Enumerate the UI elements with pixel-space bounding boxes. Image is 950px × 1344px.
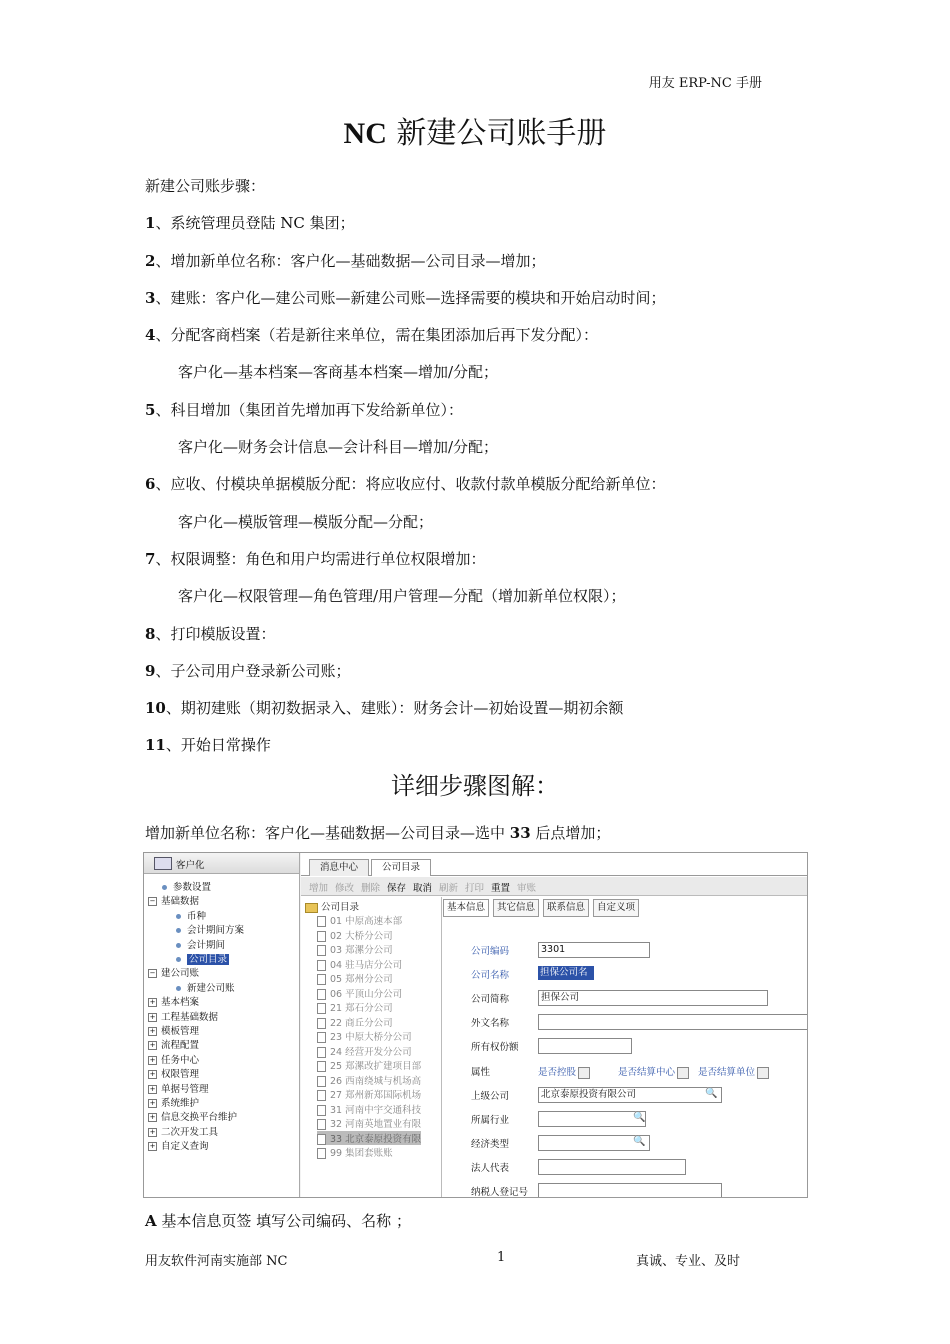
- step-text: 、权限调整：角色和用户均需进行单位权限增加：: [155, 549, 486, 568]
- document-icon: [317, 989, 326, 1000]
- field-label: 属性: [471, 1067, 491, 1078]
- company-item[interactable]: [317, 1044, 412, 1058]
- document-icon: [317, 1003, 326, 1014]
- tree-label: 币种: [187, 910, 207, 922]
- step-text: 、分配客商档案（若是新往来单位，需在集团添加后再下发分配）：: [155, 326, 598, 345]
- tree-label: 信息交换平台维护: [161, 1112, 238, 1124]
- nc-screenshot: [143, 852, 808, 1198]
- expand-icon[interactable]: +: [149, 1142, 156, 1151]
- company-label: 22 商丘分公司: [330, 1017, 393, 1029]
- tree-item[interactable]: [148, 965, 199, 979]
- tree-label: 系统维护: [161, 1098, 200, 1109]
- tree-label: 新建公司账: [187, 982, 235, 994]
- toolbar-button[interactable]: 取消: [413, 883, 433, 894]
- company-root[interactable]: [305, 899, 359, 913]
- company-label: 99 集团套账账: [330, 1148, 393, 1159]
- step-item: [145, 213, 785, 250]
- panel-header: [144, 853, 299, 874]
- document-icon: [317, 1090, 326, 1101]
- node-icon: [176, 943, 181, 948]
- document-icon: [317, 1032, 326, 1043]
- company-label: 23 中原大桥分公司: [330, 1032, 412, 1043]
- input-field[interactable]: 3301: [538, 942, 650, 958]
- toolbar-button[interactable]: 重置: [491, 883, 511, 894]
- step-number: 7: [145, 549, 156, 568]
- page-header: 用友 ERP-NC 手册: [648, 76, 762, 91]
- document-icon: [317, 1061, 326, 1072]
- checkbox-label: 是否结算中心: [618, 1067, 676, 1078]
- figure-caption: 增加新单位名称：客户化—基础数据—公司目录—选中 33 后点增加；: [145, 824, 611, 842]
- tree-item[interactable]: [176, 937, 225, 951]
- field-label: 外文名称: [471, 1018, 510, 1029]
- company-item[interactable]: [317, 971, 393, 985]
- tree-item[interactable]: [176, 951, 229, 965]
- section-title: 详细步骤图解：: [391, 772, 559, 800]
- tree-item[interactable]: [148, 994, 199, 1008]
- node-icon: [176, 928, 181, 933]
- tree-item[interactable]: [176, 908, 206, 922]
- tree-label: 参数设置: [173, 882, 212, 893]
- form-tab[interactable]: 其它信息: [493, 899, 539, 917]
- step-text: 、打印模版设置：: [155, 624, 276, 643]
- step-text: 、子公司用户登录新公司账；: [155, 661, 351, 680]
- company-item[interactable]: [317, 1058, 421, 1072]
- page-title: NC 新建公司账手册: [343, 116, 607, 151]
- document-icon: [317, 1134, 326, 1145]
- company-item[interactable]: [317, 913, 402, 927]
- attribute-checkbox[interactable]: [618, 1064, 689, 1079]
- company-label: 25 郑漯改扩建项目部: [330, 1061, 422, 1072]
- tree-item[interactable]: [148, 1023, 199, 1037]
- form-tab[interactable]: 基本信息: [443, 899, 489, 917]
- tree-label: 工程基础数据: [161, 1011, 219, 1023]
- field-label: 上级公司: [471, 1091, 510, 1102]
- step-number: 8: [145, 624, 156, 643]
- form-tab[interactable]: 联系信息: [543, 899, 589, 917]
- company-name-field[interactable]: 担保公司名: [538, 966, 594, 980]
- note: A 基本信息页签 填写公司编码、名称 ；: [145, 1212, 411, 1230]
- company-item[interactable]: [317, 986, 402, 1000]
- node-icon: [176, 957, 181, 962]
- tree-label: 二次开发工具: [161, 1126, 219, 1138]
- attribute-checkbox[interactable]: [698, 1064, 769, 1079]
- step-number: 1: [145, 214, 156, 233]
- tree-item[interactable]: [148, 893, 199, 907]
- page-number: 1: [497, 1250, 506, 1265]
- step-text: 、应收、付模块单据模版分配：将应收应付、收款付款单模版分配给新单位：: [155, 475, 666, 494]
- document-icon: [317, 931, 326, 942]
- company-item[interactable]: [317, 942, 393, 956]
- tree-item[interactable]: [176, 922, 244, 936]
- company-item[interactable]: [317, 1131, 421, 1145]
- folder-icon: [305, 903, 318, 913]
- company-item[interactable]: [317, 1145, 393, 1159]
- company-item[interactable]: [317, 957, 402, 971]
- tree-label: 权限管理: [161, 1069, 200, 1081]
- tree-label: 流程配置: [161, 1040, 200, 1052]
- company-form: [443, 897, 807, 1197]
- tree-item[interactable]: [148, 1109, 237, 1123]
- company-label: 05 郑州分公司: [330, 974, 393, 985]
- toolbar-button[interactable]: 打印: [465, 883, 485, 894]
- tab-message-center[interactable]: 消息中心: [309, 859, 369, 876]
- step-item: [145, 251, 785, 288]
- step-number: 5: [145, 400, 156, 419]
- input-field[interactable]: [538, 1183, 722, 1198]
- company-label: 04 驻马店分公司: [330, 959, 403, 971]
- attribute-checkbox[interactable]: [538, 1064, 590, 1079]
- step-item: [145, 474, 785, 511]
- footer-left: 用友软件河南实施部 NC: [145, 1254, 288, 1269]
- customize-panel: [144, 853, 300, 1197]
- company-item[interactable]: [317, 1000, 393, 1014]
- document-icon: [317, 1148, 326, 1159]
- form-tab[interactable]: 自定义项: [593, 899, 639, 917]
- expand-icon[interactable]: +: [149, 1127, 156, 1136]
- step-subtext: 客户化—权限管理—角色管理/用户管理—分配（增加新单位权限）；: [178, 587, 626, 606]
- document-icon: [317, 960, 326, 971]
- company-item[interactable]: [317, 928, 393, 942]
- collapse-icon[interactable]: −: [149, 897, 156, 906]
- company-label: 31 河南中宇交通科技: [330, 1104, 422, 1116]
- document-icon: [317, 1047, 326, 1058]
- search-icon[interactable]: 🔍: [633, 1136, 646, 1147]
- tree-label: 基础数据: [161, 896, 200, 908]
- company-label: 02 大桥分公司: [330, 930, 393, 942]
- tree-label: 建公司账: [161, 968, 200, 980]
- company-label: 03 郑漯分公司: [330, 945, 393, 956]
- input-field[interactable]: 北京泰原投资有限公司: [538, 1087, 722, 1103]
- company-label: 33 北京泰原投资有限: [330, 1133, 422, 1145]
- expand-icon[interactable]: +: [149, 1113, 156, 1122]
- checkbox[interactable]: [677, 1067, 689, 1079]
- input-field[interactable]: [538, 1159, 686, 1175]
- toolbar-button[interactable]: 修改: [335, 883, 355, 894]
- step-item: [145, 400, 785, 437]
- checkbox-label: 是否控股: [538, 1067, 577, 1078]
- footer-right: 真诚、专业、及时: [636, 1254, 741, 1269]
- tree-item[interactable]: [148, 1124, 218, 1138]
- intro-text: 新建公司账步骤：: [145, 177, 266, 195]
- field-label: 公司编码: [471, 946, 510, 957]
- tree-label: 基本档案: [161, 997, 200, 1009]
- step-text: 、系统管理员登陆 NC 集团；: [155, 214, 355, 233]
- steps-list: [145, 176, 785, 773]
- tree-item[interactable]: [148, 1009, 218, 1023]
- document-icon: [317, 1119, 326, 1130]
- collapse-icon[interactable]: −: [149, 969, 156, 978]
- step-item: [145, 661, 785, 698]
- step-number: 10: [145, 699, 166, 718]
- document-icon: [317, 1018, 326, 1029]
- tree-item[interactable]: [148, 1037, 199, 1051]
- tree-item[interactable]: [148, 1095, 199, 1109]
- company-label: 26 西南绕城与机场高: [330, 1075, 422, 1087]
- tree-item[interactable]: [162, 879, 211, 893]
- step-number: 9: [145, 661, 156, 680]
- input-field[interactable]: [538, 1014, 808, 1030]
- field-label: 公司名称: [471, 970, 510, 981]
- step-text: 、建账：客户化—建公司账—新建公司账—选择需要的模块和开始启动时间；: [155, 288, 666, 307]
- field-label: 所有权份额: [471, 1042, 519, 1053]
- tree-label: 会计期间: [187, 939, 226, 951]
- step-number: 6: [145, 475, 156, 494]
- node-icon: [162, 885, 167, 890]
- document-icon: [317, 945, 326, 956]
- tree-label: 自定义查询: [161, 1141, 209, 1153]
- main-area: [301, 853, 807, 1197]
- tab-company-directory[interactable]: 公司目录: [371, 859, 431, 876]
- input-field[interactable]: [538, 1111, 646, 1127]
- document-icon: [317, 974, 326, 985]
- company-item[interactable]: [317, 1029, 412, 1043]
- field-label: 经济类型: [471, 1139, 510, 1150]
- step-text: 、期初建账（期初数据录入、建账）：财务会计—初始设置—期初余额: [165, 699, 624, 718]
- checkbox[interactable]: [578, 1067, 590, 1079]
- toolbar-button[interactable]: 增加: [309, 883, 329, 894]
- company-label: 01 中原高速本部: [330, 916, 403, 927]
- company-label: 24 经营开发分公司: [330, 1046, 412, 1058]
- company-tree: [301, 897, 442, 1197]
- company-item[interactable]: [317, 1116, 421, 1130]
- step-number: 3: [145, 288, 156, 307]
- expand-icon[interactable]: +: [149, 1012, 156, 1021]
- checkbox[interactable]: [757, 1067, 769, 1079]
- tree-label: 会计期间方案: [187, 925, 245, 937]
- tree-label: 任务中心: [161, 1054, 200, 1066]
- company-item[interactable]: [317, 1015, 393, 1029]
- tree-item[interactable]: [148, 1052, 199, 1066]
- window-tabs: [301, 855, 807, 876]
- expand-icon[interactable]: +: [149, 1055, 156, 1064]
- step-subtext: 客户化—模版管理—模版分配—分配；: [178, 512, 434, 531]
- tree-label: 模板管理: [161, 1026, 200, 1037]
- tree-item[interactable]: [176, 980, 235, 994]
- field-label: 法人代表: [471, 1163, 510, 1174]
- document-icon: [317, 916, 326, 927]
- toolbar-button[interactable]: 审账: [517, 883, 537, 894]
- step-item: [145, 325, 785, 362]
- company-label: 27 郑州新郑国际机场: [330, 1090, 422, 1101]
- company-item[interactable]: [317, 1087, 421, 1101]
- document-icon: [317, 1076, 326, 1087]
- company-label: 32 河南英地置业有限: [330, 1119, 422, 1130]
- step-item: [145, 288, 785, 325]
- search-icon[interactable]: 🔍: [633, 1112, 646, 1123]
- field-label: 纳税人登记号: [471, 1187, 529, 1198]
- tree-label: 单据号管理: [161, 1083, 209, 1095]
- expand-icon[interactable]: +: [149, 1041, 156, 1050]
- step-item: [145, 698, 785, 735]
- field-label: 公司简称: [471, 994, 510, 1005]
- tree-item[interactable]: [148, 1081, 209, 1095]
- grid-icon: [154, 857, 172, 870]
- step-number: 4: [145, 326, 156, 345]
- tree-item[interactable]: [148, 1066, 199, 1080]
- company-root-label: 公司目录: [321, 902, 360, 913]
- toolbar-button[interactable]: 删除: [361, 883, 381, 894]
- expand-icon[interactable]: +: [149, 1099, 156, 1107]
- expand-icon[interactable]: +: [149, 1070, 156, 1079]
- step-number: 11: [145, 736, 166, 755]
- node-icon: [176, 914, 181, 919]
- step-subtext: 客户化—基本档案—客商基本档案—增加/分配；: [178, 363, 499, 382]
- company-item[interactable]: [317, 1073, 421, 1087]
- tree-label: 公司目录: [189, 954, 228, 965]
- company-item[interactable]: [317, 1102, 421, 1116]
- field-label: 所属行业: [471, 1115, 510, 1126]
- panel-title: 客户化: [176, 860, 205, 871]
- input-field[interactable]: [538, 1038, 632, 1054]
- toolbar: [301, 877, 807, 896]
- expand-icon[interactable]: +: [149, 1084, 156, 1093]
- tree-item[interactable]: [148, 1138, 209, 1152]
- toolbar-button[interactable]: 保存: [387, 883, 407, 894]
- input-field[interactable]: 担保公司: [538, 990, 768, 1006]
- expand-icon[interactable]: +: [149, 1027, 156, 1035]
- node-icon: [176, 986, 181, 991]
- step-item: [145, 549, 785, 586]
- step-item: [145, 624, 785, 661]
- step-text: 、科目增加（集团首先增加再下发给新单位）：: [155, 400, 463, 419]
- expand-icon[interactable]: +: [149, 998, 156, 1007]
- search-icon[interactable]: 🔍: [705, 1088, 718, 1099]
- document-icon: [317, 1105, 326, 1116]
- step-subtext: 客户化—财务会计信息—会计科目—增加/分配；: [178, 438, 499, 457]
- step-text: 、开始日常操作: [165, 736, 271, 755]
- company-label: 06 平顶山分公司: [330, 988, 403, 1000]
- checkbox-label: 是否结算单位: [698, 1067, 756, 1078]
- company-label: 21 郑石分公司: [330, 1003, 393, 1014]
- toolbar-button[interactable]: 刷新: [439, 883, 459, 894]
- step-text: 、增加新单位名称：客户化—基础数据—公司目录—增加；: [155, 251, 546, 270]
- step-number: 2: [145, 251, 156, 270]
